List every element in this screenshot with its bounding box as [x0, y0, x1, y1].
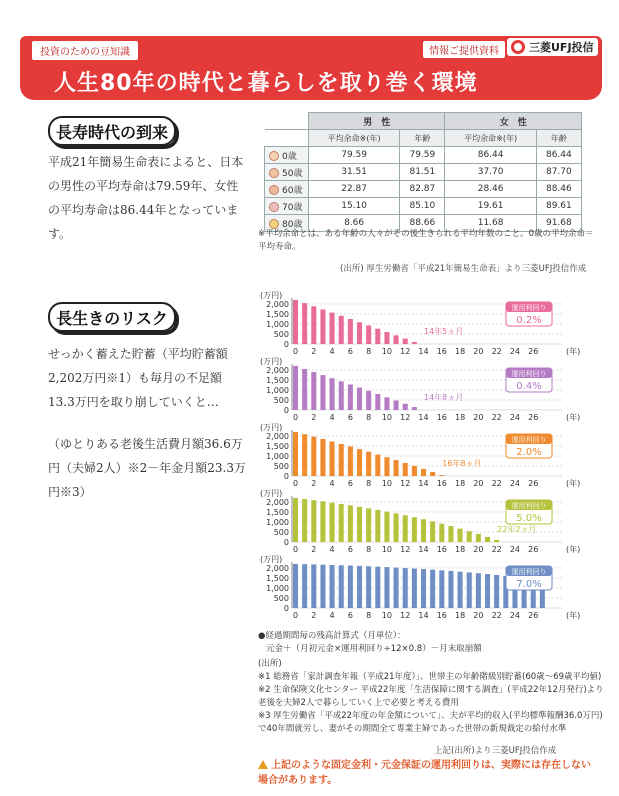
bar	[293, 432, 298, 476]
x-tick-label: 14	[418, 611, 429, 620]
x-tick-label: 20	[473, 611, 484, 620]
bar	[357, 507, 362, 542]
bar	[302, 564, 307, 608]
row-female-age: 87.70	[536, 164, 581, 181]
rate-badge-value: 5.0%	[516, 513, 542, 524]
logo-text: 三菱UFJ投信	[529, 41, 594, 54]
x-tick-label: 2	[311, 413, 317, 422]
charts-svg	[258, 290, 598, 630]
bar	[357, 566, 362, 608]
x-tick-label: 22	[491, 413, 502, 422]
bar	[302, 434, 307, 476]
col-male-age: 年齢	[400, 130, 445, 147]
bar	[293, 300, 298, 344]
bar	[293, 366, 298, 410]
x-tick-label: 4	[329, 479, 335, 488]
row-male-age: 85.10	[400, 198, 445, 215]
x-tick-label: 14	[418, 479, 429, 488]
bar	[476, 573, 481, 608]
bar	[394, 513, 399, 542]
bar	[330, 503, 335, 542]
x-tick-label: 26	[528, 545, 539, 554]
y-tick-label: 2,000	[266, 564, 289, 573]
x-tick-label: 4	[329, 545, 335, 554]
row-age-label: 0歳	[282, 151, 297, 162]
bar	[320, 309, 325, 344]
row-female-age: 89.61	[536, 198, 581, 215]
x-tick-label: 2	[311, 347, 317, 356]
x-tick-label: 26	[528, 413, 539, 422]
y-tick-label: 500	[273, 396, 289, 405]
row-age	[265, 181, 309, 198]
bar	[421, 519, 426, 542]
face-icon	[269, 168, 279, 178]
x-tick-label: 24	[509, 413, 521, 422]
bar	[439, 475, 444, 476]
x-unit-label: (年)	[566, 479, 581, 488]
y-tick-label: 500	[273, 330, 289, 339]
y-tick-label: 500	[273, 528, 289, 537]
row-male-remaining: 15.10	[309, 198, 400, 215]
row-female-remaining: 11.68	[445, 215, 536, 232]
col-female-age: 年齢	[536, 130, 581, 147]
bar	[439, 570, 444, 608]
x-unit-label: (年)	[566, 347, 581, 356]
bar	[293, 564, 298, 608]
x-tick-label: 20	[473, 347, 484, 356]
x-tick-label: 6	[347, 347, 353, 356]
rate-badge-label: 運用利回り	[511, 502, 547, 510]
x-tick-label: 16	[436, 479, 447, 488]
row-male-age: 79.59	[400, 147, 445, 164]
y-tick-label: 1,500	[266, 574, 289, 583]
warning-note	[258, 758, 598, 788]
calc-formula: 元金＋（月初元金×運用利回り÷12×0.8）－月末取崩額	[266, 644, 482, 654]
x-tick-label: 14	[418, 347, 429, 356]
bar	[293, 498, 298, 542]
y-tick-label: 1,500	[266, 508, 289, 517]
row-male-age: 81.51	[400, 164, 445, 181]
x-tick-label: 10	[381, 413, 393, 422]
row-male-remaining: 22.87	[309, 181, 400, 198]
bar	[348, 319, 353, 344]
x-unit-label: (年)	[566, 611, 581, 620]
bar	[357, 388, 362, 410]
y-tick-label: 0	[283, 538, 289, 547]
header-tag: 投資のための豆知識	[31, 40, 139, 61]
row-female-remaining: 28.46	[445, 181, 536, 198]
bar	[339, 316, 344, 344]
bar	[494, 540, 499, 542]
x-tick-label: 6	[347, 413, 353, 422]
bar	[366, 326, 371, 345]
x-tick-label: 12	[400, 479, 411, 488]
row-male-age: 88.66	[400, 215, 445, 232]
x-unit-label: (年)	[566, 545, 581, 554]
y-tick-label: 2,000	[266, 432, 289, 441]
x-tick-label: 24	[509, 479, 521, 488]
y-tick-label: 1,000	[266, 518, 289, 527]
bar	[375, 510, 380, 542]
y-tick-label: 1,500	[266, 376, 289, 385]
bar	[320, 565, 325, 608]
bar	[366, 566, 371, 608]
x-tick-label: 0	[292, 479, 299, 488]
bar	[311, 372, 316, 410]
bar	[311, 306, 316, 344]
savings-charts	[258, 290, 598, 630]
page-title: 人生80年の時代と暮らしを取り巻く環境	[54, 71, 478, 96]
row-age	[265, 164, 309, 181]
x-tick-label: 10	[381, 347, 393, 356]
bar	[339, 444, 344, 476]
row-age	[265, 198, 309, 215]
x-tick-label: 2	[311, 479, 317, 488]
bar	[366, 391, 371, 410]
header-female: 女 性	[445, 113, 582, 130]
x-tick-label: 18	[454, 611, 466, 620]
x-tick-label: 2	[311, 611, 317, 620]
bar	[403, 339, 408, 344]
bar	[366, 508, 371, 542]
bar	[375, 394, 380, 410]
y-tick-label: 2,000	[266, 498, 289, 507]
warning-text: 上記のような固定金利・元金保証の運用利回りは、実際には存在しない場合があります。	[258, 760, 591, 786]
row-female-age: 88.46	[536, 181, 581, 198]
bar	[476, 534, 481, 542]
source-1: ※1 総務省「家計調査年報（平成21年度）」、世帯主の年齢階級別貯蓄(60歳～69歳平均値)	[258, 672, 602, 682]
x-tick-label: 20	[473, 413, 484, 422]
rate-badge-label: 運用利回り	[511, 568, 547, 576]
table-corner	[265, 113, 309, 130]
x-tick-label: 16	[436, 545, 447, 554]
table-note: ※平均余命とは、ある年齢の人々がその後生きられる平均年数のこと。0歳の平均余命＝平均寿命。	[258, 229, 594, 252]
bar	[485, 574, 490, 608]
y-tick-label: 0	[283, 406, 289, 415]
bar	[320, 439, 325, 476]
bar	[330, 565, 335, 608]
bar	[448, 571, 453, 608]
bar	[430, 570, 435, 608]
x-tick-label: 18	[454, 413, 466, 422]
sources	[258, 658, 608, 736]
section-title-longevity: 長寿時代の到来	[48, 116, 176, 146]
row-male-remaining: 31.51	[309, 164, 400, 181]
x-tick-label: 10	[381, 611, 393, 620]
y-tick-label: 0	[283, 472, 289, 481]
bar	[384, 567, 389, 608]
y-tick-label: 500	[273, 462, 289, 471]
calc-title: ●経過期間毎の残高計算式（月単位）：	[258, 631, 406, 641]
bar	[357, 322, 362, 344]
rate-badge-value: 2.0%	[516, 447, 542, 458]
x-tick-label: 2	[311, 545, 317, 554]
bar	[339, 381, 344, 410]
bar	[430, 521, 435, 542]
y-tick-label: 500	[273, 594, 289, 603]
face-icon	[269, 202, 279, 212]
y-unit-label: (万円)	[260, 291, 283, 300]
bar	[302, 369, 307, 410]
x-tick-label: 18	[454, 545, 466, 554]
bar	[302, 499, 307, 542]
warning-icon	[258, 760, 268, 769]
sources-credit: 上記(出所)より三菱UFJ投信作成	[434, 746, 557, 756]
bar	[384, 457, 389, 476]
bar	[421, 469, 426, 476]
x-tick-label: 8	[366, 611, 372, 620]
x-tick-label: 12	[400, 347, 411, 356]
x-tick-label: 24	[509, 545, 521, 554]
y-unit-label: (万円)	[260, 489, 283, 498]
x-tick-label: 24	[509, 347, 521, 356]
bar	[384, 397, 389, 410]
col-male-remaining: 平均余命※(年)	[309, 130, 400, 147]
section-title-risk: 長生きのリスク	[48, 302, 176, 332]
row-male-age: 82.87	[400, 181, 445, 198]
x-tick-label: 16	[436, 347, 447, 356]
x-tick-label: 22	[491, 347, 502, 356]
table-row	[265, 198, 582, 215]
bar	[375, 567, 380, 608]
row-female-remaining: 19.61	[445, 198, 536, 215]
bar	[339, 565, 344, 608]
rate-badge-value: 0.4%	[516, 381, 542, 392]
x-tick-label: 0	[292, 545, 299, 554]
rate-badge-value: 7.0%	[516, 579, 542, 590]
bar	[375, 329, 380, 344]
bar	[320, 375, 325, 410]
rate-badge-label: 運用利回り	[511, 436, 547, 444]
x-tick-label: 18	[454, 479, 466, 488]
x-tick-label: 10	[381, 545, 393, 554]
x-tick-label: 0	[292, 413, 299, 422]
bar	[394, 401, 399, 411]
x-tick-label: 26	[528, 479, 539, 488]
bar	[412, 342, 417, 344]
x-tick-label: 20	[473, 479, 484, 488]
bar	[430, 472, 435, 476]
table-corner-sub	[265, 130, 309, 147]
x-tick-label: 16	[436, 413, 447, 422]
x-unit-label: (年)	[566, 413, 581, 422]
bar	[366, 452, 371, 476]
x-tick-label: 8	[366, 479, 372, 488]
y-tick-label: 1,500	[266, 310, 289, 319]
rate-badge-value: 0.2%	[516, 315, 542, 326]
logo	[507, 38, 598, 56]
x-tick-label: 0	[292, 347, 299, 356]
bar	[421, 569, 426, 608]
col-female-remaining: 平均余命※(年)	[445, 130, 536, 147]
x-tick-label: 20	[473, 545, 484, 554]
x-tick-label: 12	[400, 545, 411, 554]
calc-note	[258, 630, 598, 656]
table-row	[265, 181, 582, 198]
row-female-age: 86.44	[536, 147, 581, 164]
bar	[330, 441, 335, 476]
x-tick-label: 0	[292, 611, 299, 620]
bar	[348, 505, 353, 542]
row-female-remaining: 86.44	[445, 147, 536, 164]
bar	[357, 449, 362, 476]
x-tick-label: 16	[436, 611, 447, 620]
section-body-longevity: 平成21年簡易生命表によると、日本の男性の平均寿命は79.59年、女性の平均寿命は86.44年となっています。	[48, 155, 244, 241]
bar	[458, 572, 463, 608]
y-unit-label: (万円)	[260, 357, 283, 366]
bar	[384, 332, 389, 344]
bar	[458, 529, 463, 542]
section-body-risk-2: （ゆとりある老後生活費月額36.6万円（夫婦2人）※2－年金月額23.3万円※3）	[48, 437, 246, 499]
row-age-label: 70歳	[282, 202, 303, 213]
bar	[467, 531, 472, 542]
bar	[348, 447, 353, 476]
bar	[339, 504, 344, 542]
x-tick-label: 14	[418, 413, 429, 422]
bar	[394, 460, 399, 476]
bar	[403, 463, 408, 476]
x-tick-label: 22	[491, 479, 502, 488]
x-tick-label: 18	[454, 347, 466, 356]
bar	[311, 437, 316, 476]
row-female-age: 91.68	[536, 215, 581, 232]
sources-title: (出所)	[258, 659, 282, 669]
bar	[311, 564, 316, 608]
row-male-remaining: 8.66	[309, 215, 400, 232]
header-male: 男 性	[309, 113, 445, 130]
x-tick-label: 12	[400, 611, 411, 620]
bar	[448, 526, 453, 542]
row-female-remaining: 37.70	[445, 164, 536, 181]
table-row	[265, 147, 582, 164]
bar	[394, 335, 399, 344]
y-tick-label: 2,000	[266, 366, 289, 375]
bar	[330, 378, 335, 410]
x-tick-label: 24	[509, 611, 521, 620]
row-age-label: 50歳	[282, 168, 303, 179]
bar	[384, 512, 389, 542]
bar	[403, 568, 408, 608]
x-tick-label: 4	[329, 347, 335, 356]
row-age-label: 80歳	[282, 219, 303, 230]
table-row	[265, 164, 582, 181]
bar-annotation: 14年8ヵ月	[424, 393, 464, 402]
bar	[412, 407, 417, 410]
row-age	[265, 147, 309, 164]
y-tick-label: 1,000	[266, 386, 289, 395]
bar	[412, 569, 417, 608]
x-tick-label: 4	[329, 611, 335, 620]
y-unit-label: (万円)	[260, 555, 283, 564]
x-tick-label: 4	[329, 413, 335, 422]
row-age-label: 60歳	[282, 185, 303, 196]
face-icon	[269, 185, 279, 195]
section-body-risk: せっかく蓄えた貯蓄（平均貯蓄額2,202万円※1）も毎月の不足額13.3万円を取り崩していくと…	[48, 347, 228, 409]
x-tick-label: 22	[491, 611, 502, 620]
x-tick-label: 14	[418, 545, 429, 554]
y-tick-label: 1,500	[266, 442, 289, 451]
info-tag: 情報ご提供資料	[422, 40, 506, 59]
bar	[330, 313, 335, 344]
row-male-remaining: 79.59	[309, 147, 400, 164]
bar	[394, 568, 399, 608]
bar	[494, 575, 499, 608]
y-tick-label: 2,000	[266, 300, 289, 309]
y-tick-label: 0	[283, 604, 289, 613]
x-tick-label: 22	[491, 545, 502, 554]
x-tick-label: 6	[347, 611, 353, 620]
bar-annotation: 16年8ヵ月	[442, 459, 482, 468]
bar	[311, 500, 316, 542]
x-tick-label: 26	[528, 611, 539, 620]
bar	[403, 404, 408, 410]
mufg-logo-icon	[511, 40, 525, 54]
face-icon	[269, 151, 279, 161]
bar	[467, 572, 472, 608]
bar-annotation: 14年5ヵ月	[424, 327, 464, 336]
x-tick-label: 10	[381, 479, 393, 488]
x-tick-label: 6	[347, 479, 353, 488]
x-tick-label: 8	[366, 347, 372, 356]
bar	[439, 524, 444, 542]
x-tick-label: 8	[366, 545, 372, 554]
y-tick-label: 0	[283, 340, 289, 349]
table-source: (出所) 厚生労働省「平成21年簡易生命表」より三菱UFJ投信作成	[340, 264, 587, 274]
bar	[403, 515, 408, 542]
y-unit-label: (万円)	[260, 423, 283, 432]
bar	[412, 466, 417, 476]
bar	[348, 566, 353, 608]
bar-annotation: 22年2ヵ月	[497, 525, 537, 534]
x-tick-label: 6	[347, 545, 353, 554]
bar	[375, 455, 380, 477]
x-tick-label: 12	[400, 413, 411, 422]
y-tick-label: 1,000	[266, 584, 289, 593]
x-tick-label: 26	[528, 347, 539, 356]
y-tick-label: 1,000	[266, 452, 289, 461]
bar	[320, 501, 325, 542]
bar	[302, 303, 307, 344]
source-2: ※2 生命保険文化センター 平成22年度「生活保障に関する調査」(平成22年12月発行)より老後を夫婦2人で暮らしていく上で必要と考える費用	[258, 685, 604, 708]
life-expectancy-table	[264, 112, 582, 232]
source-3: ※3 厚生労働省「平成22年度の年金額について」、夫が平均的収入(平均標準報酬36.0万円)で40年間就労し、妻がその期間全て専業主婦であった世帯の新規裁定の給付水準	[258, 711, 603, 734]
bar	[412, 517, 417, 542]
bar	[485, 537, 490, 542]
y-tick-label: 1,000	[266, 320, 289, 329]
bar	[348, 385, 353, 411]
rate-badge-label: 運用利回り	[511, 304, 547, 312]
x-tick-label: 8	[366, 413, 372, 422]
rate-badge-label: 運用利回り	[511, 370, 547, 378]
